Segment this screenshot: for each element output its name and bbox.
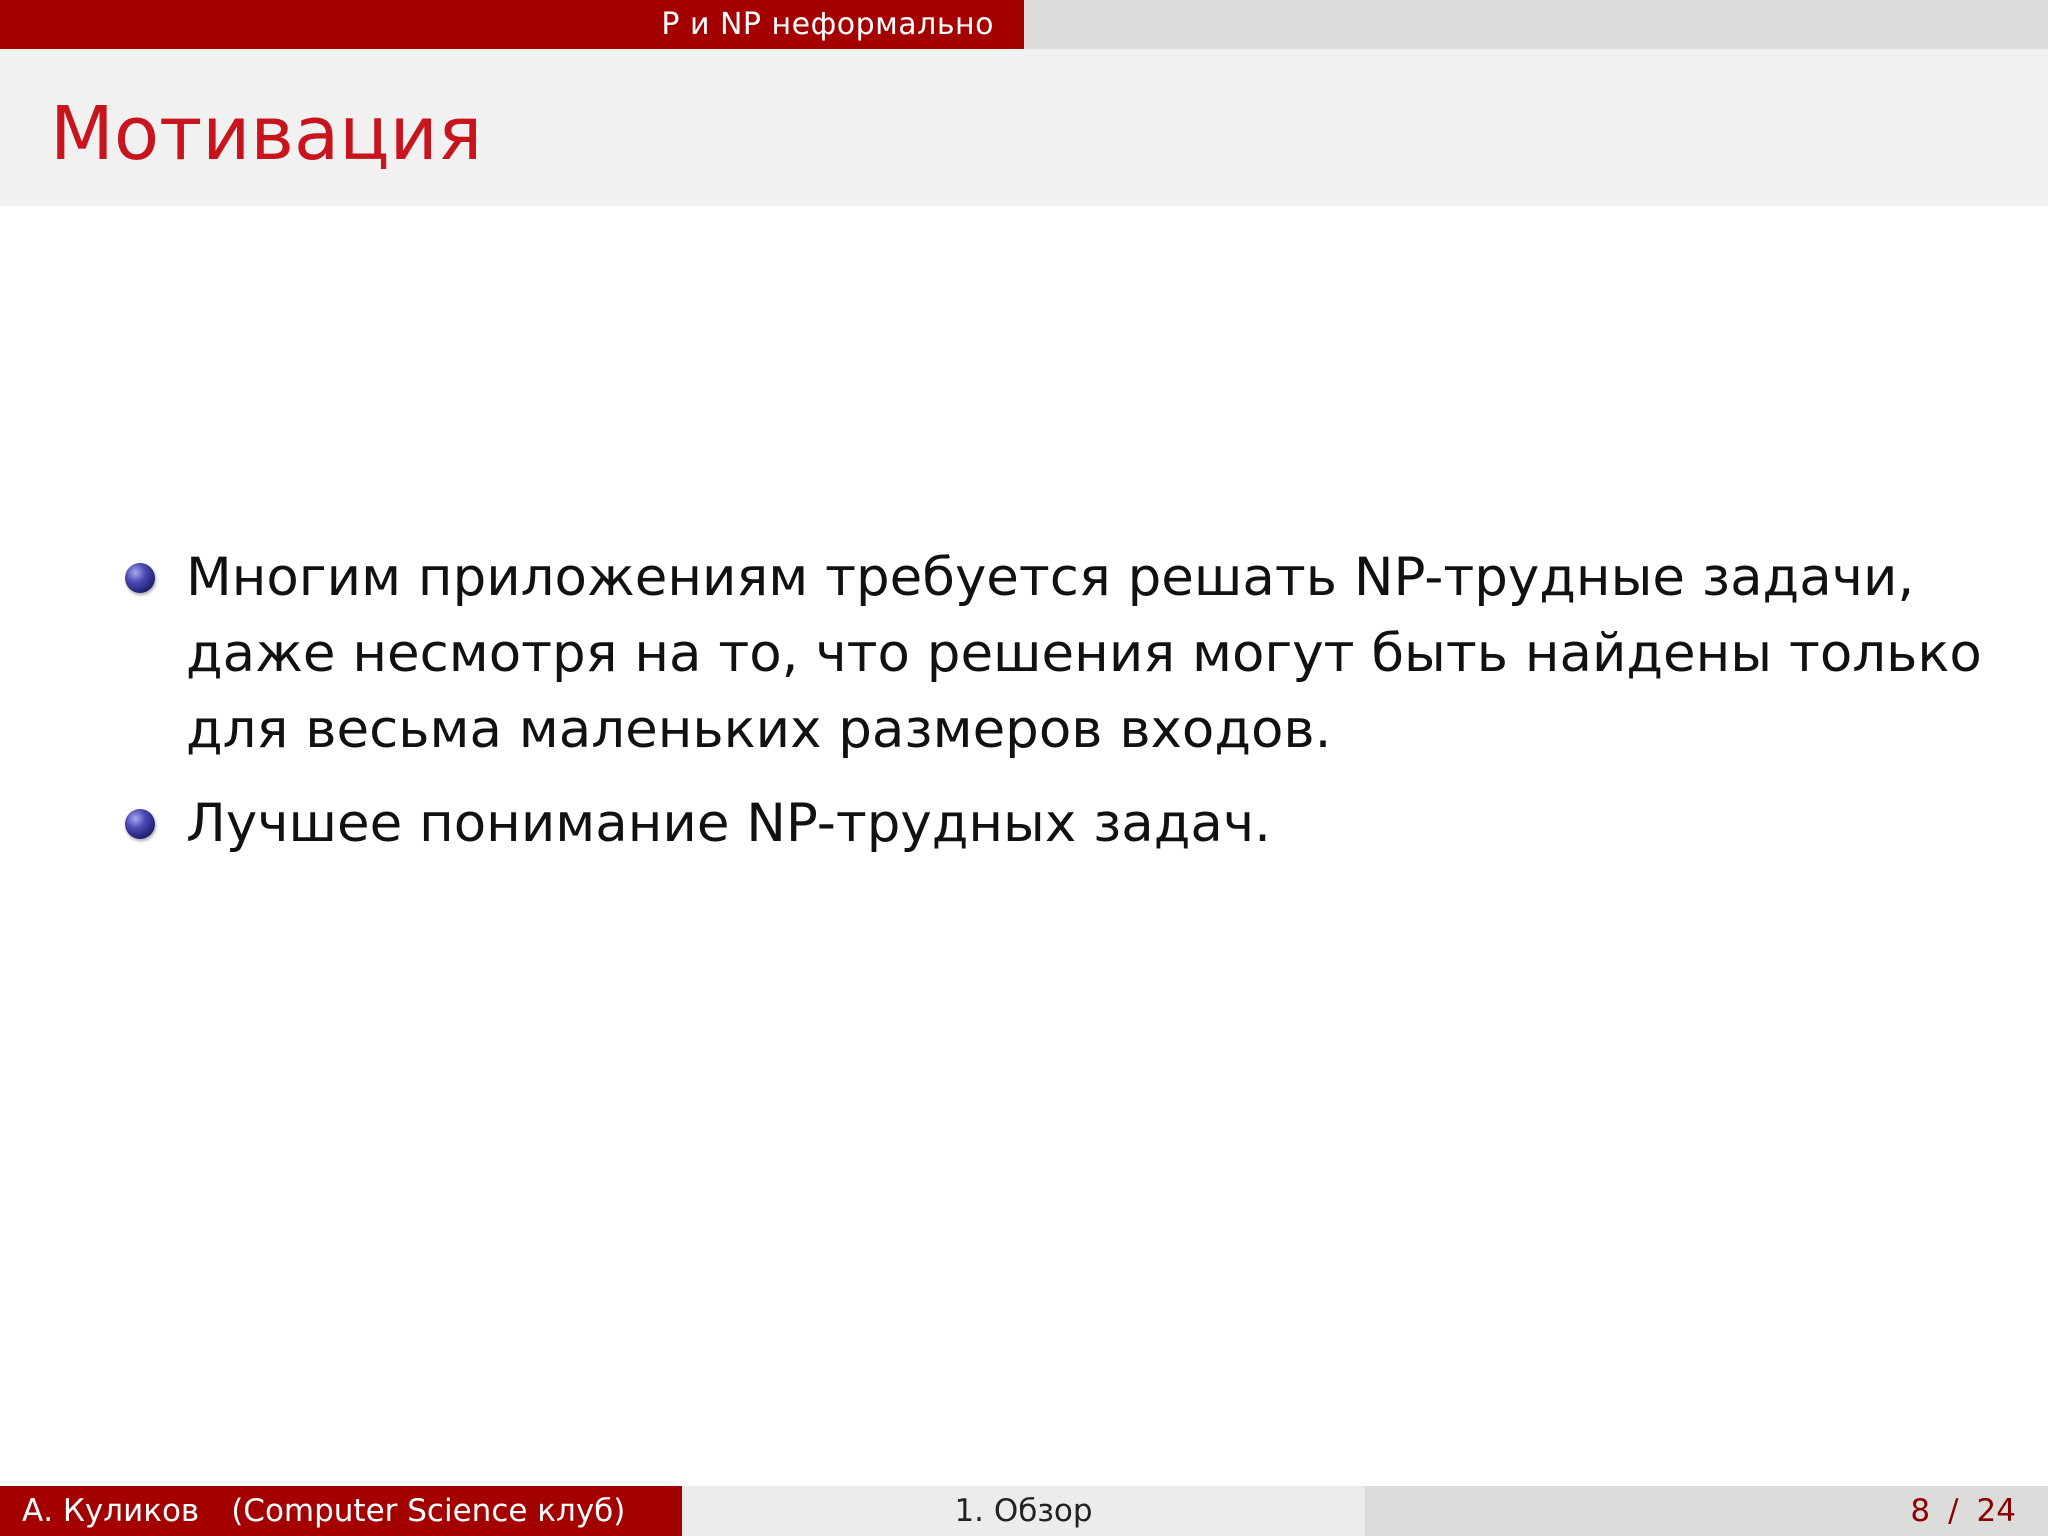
footer [0,1486,2048,1536]
frame-title: Мотивация [50,91,483,177]
frame-title-band [0,49,2048,206]
page-total: 24 [1976,1493,2016,1529]
footer-page-number [1365,1486,2048,1536]
slide-content [120,540,2000,880]
list-item [120,540,2000,768]
section-title-bar [0,0,1024,49]
subsection-bar [1024,0,2048,49]
list-item-text: Лучшее понимание NP-трудных задач. [186,793,1272,854]
list-item [120,786,2000,862]
footer-institute: (Computer Science клуб) [231,1493,626,1529]
list-item-text: Многим приложениям требуется решать NP-трудные задачи, даже несмотря на то, что решения могут быть найдены только для весьма маленьких размеров входов. [186,547,1982,760]
bullet-ball-icon [125,809,155,839]
page-current: 8 [1910,1493,1931,1529]
footer-section-box [682,1486,1365,1536]
footer-author-box [0,1486,682,1536]
header-navigation-bar [0,0,2048,49]
bullet-ball-icon [125,563,155,593]
footer-author: А. Куликов [22,1493,200,1529]
section-title[interactable]: P и NP неформально [661,7,994,42]
footer-section[interactable]: 1. Обзор [954,1493,1093,1529]
page-separator: / [1948,1493,1959,1529]
